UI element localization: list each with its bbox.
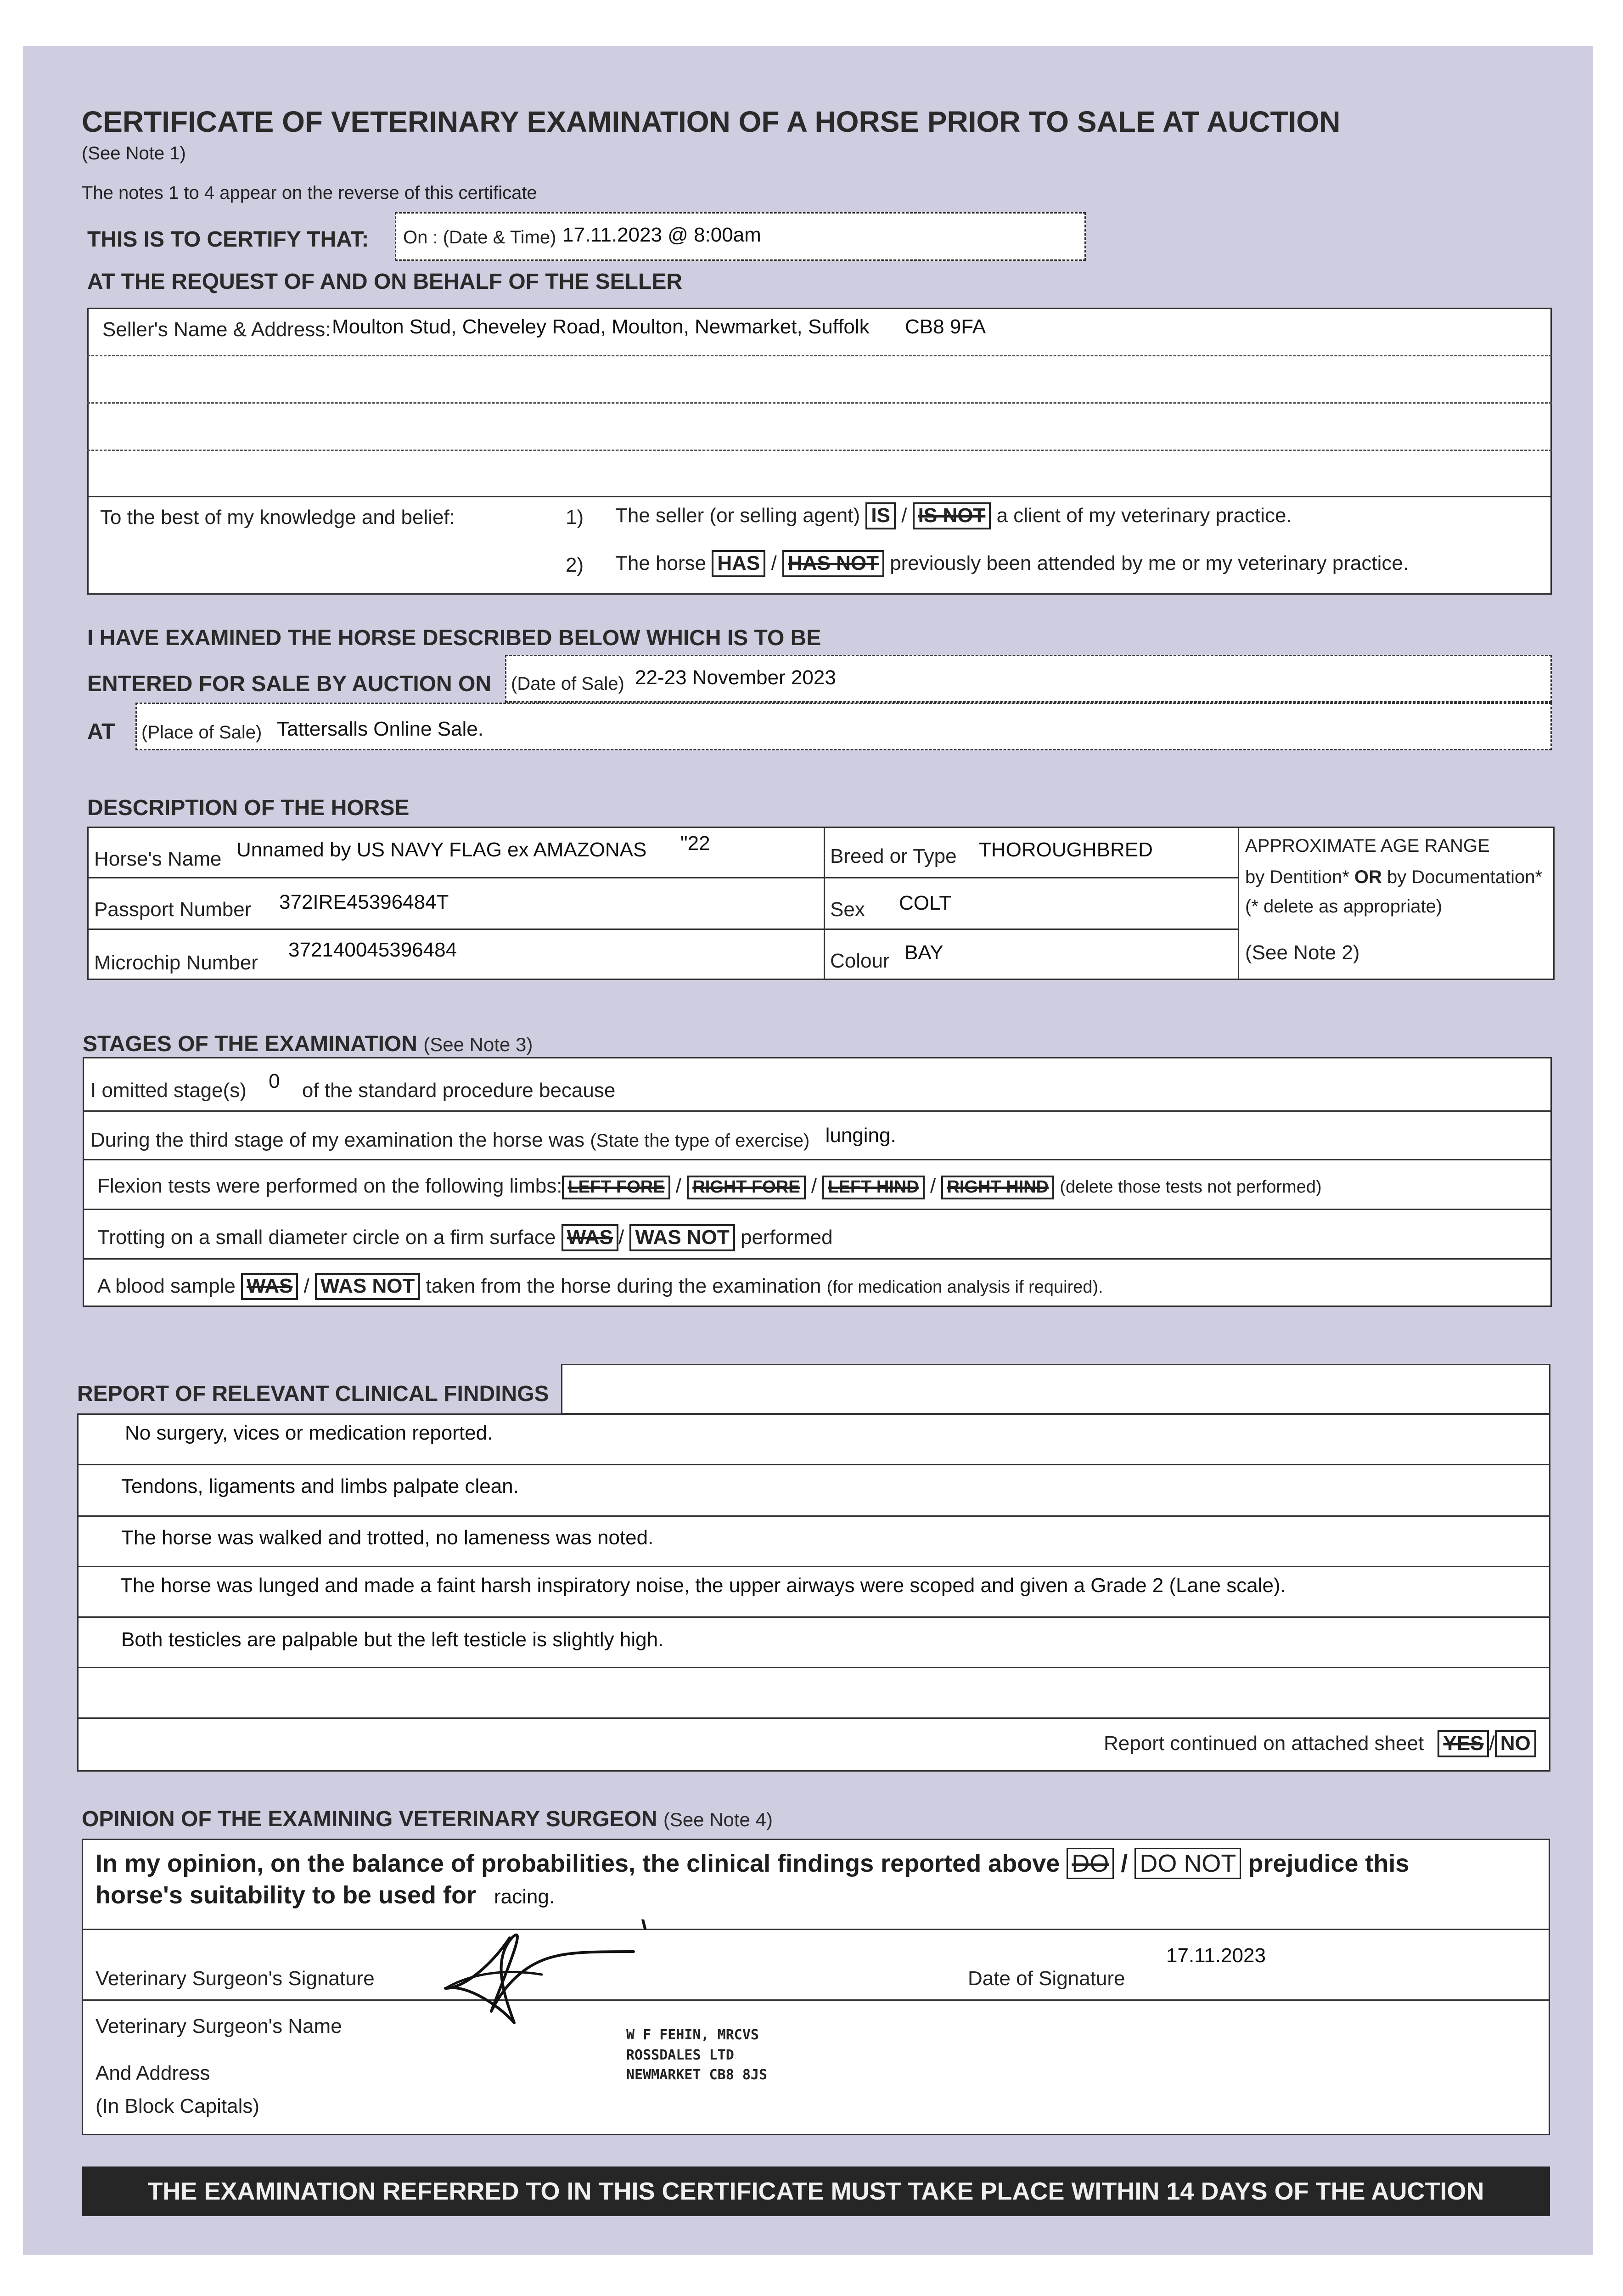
- report-continued-line: [1104, 1730, 1536, 1757]
- place-of-sale-value: Tattersalls Online Sale.: [277, 718, 483, 740]
- seller-postcode: CB8 9FA: [905, 315, 986, 338]
- continued-sep: /: [1489, 1732, 1495, 1755]
- date-of-signature-label: Date of Signature: [968, 1967, 1125, 1990]
- date-time-field: [395, 212, 1086, 261]
- opinion-line1-post: prejudice this: [1248, 1850, 1410, 1877]
- opinion-line1: [95, 1848, 1409, 1879]
- date-of-sale-label: (Date of Sale): [511, 674, 624, 694]
- colour-label: Colour: [830, 950, 890, 972]
- item1-opt-is-not: IS NOT: [913, 502, 991, 529]
- age-dentition: by Dentition*: [1245, 867, 1349, 887]
- finding-1: No surgery, vices or medication reported.: [125, 1422, 493, 1444]
- on-value: 17.11.2023 @ 8:00am: [562, 224, 761, 246]
- notes-line: The notes 1 to 4 appear on the reverse of this certificate: [82, 183, 537, 203]
- blood-sep: /: [303, 1275, 309, 1297]
- item2-post: previously been attended by me or my veterinary practice.: [890, 552, 1409, 574]
- omitted-post: of the standard procedure because: [302, 1079, 616, 1102]
- flex-right-hind: RIGHT HIND: [941, 1176, 1054, 1199]
- desc-divider-1: [824, 827, 825, 980]
- examined-heading: I HAVE EXAMINED THE HORSE DESCRIBED BELOW WHICH IS TO BE: [87, 626, 821, 650]
- seller-line-3: [87, 450, 1552, 451]
- opinion-line2-value: racing.: [494, 1885, 555, 1908]
- flexion-line: [97, 1175, 1322, 1199]
- report-line-4: [77, 1616, 1550, 1618]
- description-heading: DESCRIPTION OF THE HORSE: [87, 796, 410, 820]
- report-line-1: [77, 1464, 1550, 1465]
- microchip-label: Microchip Number: [94, 951, 258, 974]
- item2-pre: The horse: [615, 552, 707, 574]
- report-line-5: [77, 1667, 1550, 1668]
- opinion-heading-text: OPINION OF THE EXAMINING VETERINARY SURGEON: [82, 1807, 657, 1831]
- see-note-1: (See Note 1): [82, 143, 186, 163]
- continued-opt-no: NO: [1495, 1730, 1536, 1757]
- seller-line-2: [87, 402, 1552, 404]
- blood-note: (for medication analysis if required).: [826, 1277, 1103, 1297]
- finding-5: Both testicles are palpable but the left testicle is slightly high.: [121, 1628, 664, 1651]
- horse-name-value: Unnamed by US NAVY FLAG ex AMAZONAS: [236, 838, 647, 861]
- item2-sep: /: [771, 552, 777, 574]
- age-see-note-2: (See Note 2): [1245, 941, 1360, 964]
- footer-banner: THE EXAMINATION REFERRED TO IN THIS CERTIFICATE MUST TAKE PLACE WITHIN 14 DAYS OF THE AUCTION: [82, 2167, 1550, 2216]
- opinion-opt-do-not: DO NOT: [1134, 1848, 1241, 1879]
- passport-label: Passport Number: [94, 898, 252, 921]
- block-capitals-note: (In Block Capitals): [95, 2095, 260, 2117]
- report-line-2: [77, 1515, 1550, 1517]
- blood-opt-was: WAS: [241, 1273, 298, 1300]
- item2-num: 2): [566, 554, 584, 576]
- desc-row-line-1: [87, 877, 1238, 878]
- colour-value: BAY: [904, 941, 943, 964]
- flexion-post: (delete those tests not performed): [1060, 1177, 1322, 1197]
- seller-label: Seller's Name & Address:: [102, 318, 331, 341]
- third-stage-line: [90, 1124, 896, 1152]
- date-of-sale-value: 22-23 November 2023: [635, 666, 836, 689]
- desc-row-line-2: [87, 929, 1238, 930]
- certify-label: THIS IS TO CERTIFY THAT:: [87, 227, 369, 252]
- breed-label: Breed or Type: [830, 845, 957, 867]
- stamp-line-3: NEWMARKET CB8 8JS: [626, 2067, 768, 2083]
- flex-left-hind: LEFT HIND: [822, 1176, 924, 1199]
- seller-value: Moulton Stud, Cheveley Road, Moulton, Newmarket, Suffolk: [332, 315, 870, 338]
- age-documentation: by Documentation*: [1387, 867, 1543, 887]
- opinion-heading-note: (See Note 4): [663, 1809, 773, 1830]
- report-heading: REPORT OF RELEVANT CLINICAL FINDINGS: [77, 1382, 549, 1406]
- blood-line: [97, 1273, 1103, 1300]
- item2-opt-has: HAS: [712, 550, 765, 577]
- item1-pre: The seller (or selling agent): [615, 504, 860, 527]
- opinion-sep: /: [1121, 1850, 1128, 1877]
- age-range-line2: [1245, 867, 1542, 888]
- on-label: On : (Date & Time): [403, 227, 556, 248]
- trot-post: performed: [741, 1226, 833, 1249]
- entered-label: ENTERED FOR SALE BY AUCTION ON: [87, 672, 492, 696]
- trot-opt-was-not: WAS NOT: [629, 1224, 735, 1251]
- stages-line-4: [83, 1258, 1552, 1260]
- report-continued-label: Report continued on attached sheet: [1104, 1732, 1424, 1755]
- item1-line: [615, 502, 1292, 529]
- stages-heading: [83, 1031, 533, 1057]
- item2-opt-has-not: HAS NOT: [782, 550, 884, 577]
- flex-right-fore: RIGHT FORE: [687, 1176, 805, 1199]
- seller-line-4: [87, 496, 1552, 497]
- stamp-line-2: ROSSDALES LTD: [626, 2047, 734, 2063]
- flex-left-fore: LEFT FORE: [562, 1176, 670, 1199]
- third-stage-note: (State the type of exercise): [590, 1131, 810, 1151]
- sale-date-field: [505, 655, 1552, 703]
- age-range-line3: (* delete as appropriate): [1245, 896, 1443, 917]
- report-line-6: [77, 1717, 1550, 1719]
- trot-line: [97, 1224, 833, 1251]
- opinion-line1-pre: In my opinion, on the balance of probabilities, the clinical findings reported above: [95, 1850, 1060, 1877]
- trot-pre: Trotting on a small diameter circle on a firm surface: [97, 1226, 556, 1249]
- item1-sep: /: [901, 504, 907, 527]
- certificate-title: CERTIFICATE OF VETERINARY EXAMINATION OF A HORSE PRIOR TO SALE AT AUCTION: [82, 105, 1341, 138]
- stages-line-3: [83, 1209, 1552, 1210]
- at-label: AT: [87, 720, 115, 744]
- stages-line-2: [83, 1159, 1552, 1160]
- item1-post: a client of my veterinary practice.: [996, 504, 1292, 527]
- breed-value: THOROUGHBRED: [979, 838, 1153, 861]
- finding-3: The horse was walked and trotted, no lameness was noted.: [121, 1526, 654, 1549]
- blood-pre: A blood sample: [97, 1275, 236, 1297]
- age-or: OR: [1354, 867, 1382, 887]
- sex-label: Sex: [830, 898, 865, 921]
- microchip-value: 372140045396484: [288, 939, 457, 961]
- stages-heading-note: (See Note 3): [423, 1034, 533, 1055]
- signature-label: Veterinary Surgeon's Signature: [95, 1967, 375, 1990]
- place-of-sale-field: [135, 703, 1552, 750]
- trot-opt-was: WAS: [562, 1224, 618, 1251]
- trot-sep: /: [618, 1226, 624, 1249]
- blood-opt-was-not: WAS NOT: [315, 1273, 420, 1300]
- omitted-value: 0: [269, 1070, 280, 1092]
- item1-opt-is: IS: [865, 502, 896, 529]
- date-of-signature-value: 17.11.2023: [1166, 1944, 1266, 1967]
- request-heading: AT THE REQUEST OF AND ON BEHALF OF THE SELLER: [87, 270, 682, 294]
- horse-name-label: Horse's Name: [94, 848, 222, 870]
- vet-signature: [436, 1919, 666, 2034]
- flexion-pre: Flexion tests were performed on the following limbs:: [97, 1175, 562, 1197]
- vet-name-label: Veterinary Surgeon's Name: [95, 2015, 342, 2037]
- finding-4: The horse was lunged and made a faint harsh inspiratory noise, the upper airways were scoped and given a Grade 2 (Lane scale).: [120, 1574, 1286, 1597]
- desc-divider-2: [1238, 827, 1239, 980]
- flex-sep-2: /: [811, 1175, 817, 1197]
- finding-2: Tendons, ligaments and limbs palpate clean.: [121, 1475, 519, 1497]
- vet-address-label: And Address: [95, 2062, 210, 2084]
- blood-post: taken from the horse during the examination: [426, 1275, 821, 1297]
- stamp-line-1: W F FEHIN, MRCVS: [626, 2027, 759, 2043]
- flex-sep-1: /: [675, 1175, 682, 1197]
- opinion-line-1: [82, 1929, 1550, 1930]
- continued-opt-yes: YES: [1438, 1730, 1489, 1757]
- item2-line: [615, 550, 1409, 577]
- report-line-3: [77, 1566, 1550, 1567]
- report-heading-box: [561, 1364, 1550, 1414]
- item1-num: 1): [566, 506, 584, 529]
- stages-line-1: [83, 1110, 1552, 1112]
- age-range-line1: APPROXIMATE AGE RANGE: [1245, 836, 1490, 856]
- seller-line-1: [87, 355, 1552, 356]
- third-stage-value: lunging.: [825, 1124, 896, 1147]
- third-stage-pre: During the third stage of my examination the horse was: [90, 1129, 585, 1151]
- opinion-line2: [95, 1881, 555, 1909]
- flex-sep-3: /: [930, 1175, 936, 1197]
- place-of-sale-label: (Place of Sale): [141, 722, 262, 743]
- opinion-line-2: [82, 1999, 1550, 2001]
- opinion-heading: [82, 1806, 773, 1832]
- omitted-line: [90, 1070, 616, 1102]
- horse-name-year: "22: [680, 832, 710, 855]
- omitted-pre: I omitted stage(s): [90, 1079, 247, 1102]
- stages-heading-text: STAGES OF THE EXAMINATION: [83, 1032, 417, 1056]
- vet-stamp: [626, 2025, 767, 2085]
- passport-value: 372IRE45396484T: [279, 891, 449, 913]
- opinion-opt-do: DO: [1067, 1848, 1114, 1879]
- belief-label: To the best of my knowledge and belief:: [100, 506, 455, 529]
- sex-value: COLT: [899, 892, 952, 914]
- opinion-line2-pre: horse's suitability to be used for: [95, 1881, 476, 1909]
